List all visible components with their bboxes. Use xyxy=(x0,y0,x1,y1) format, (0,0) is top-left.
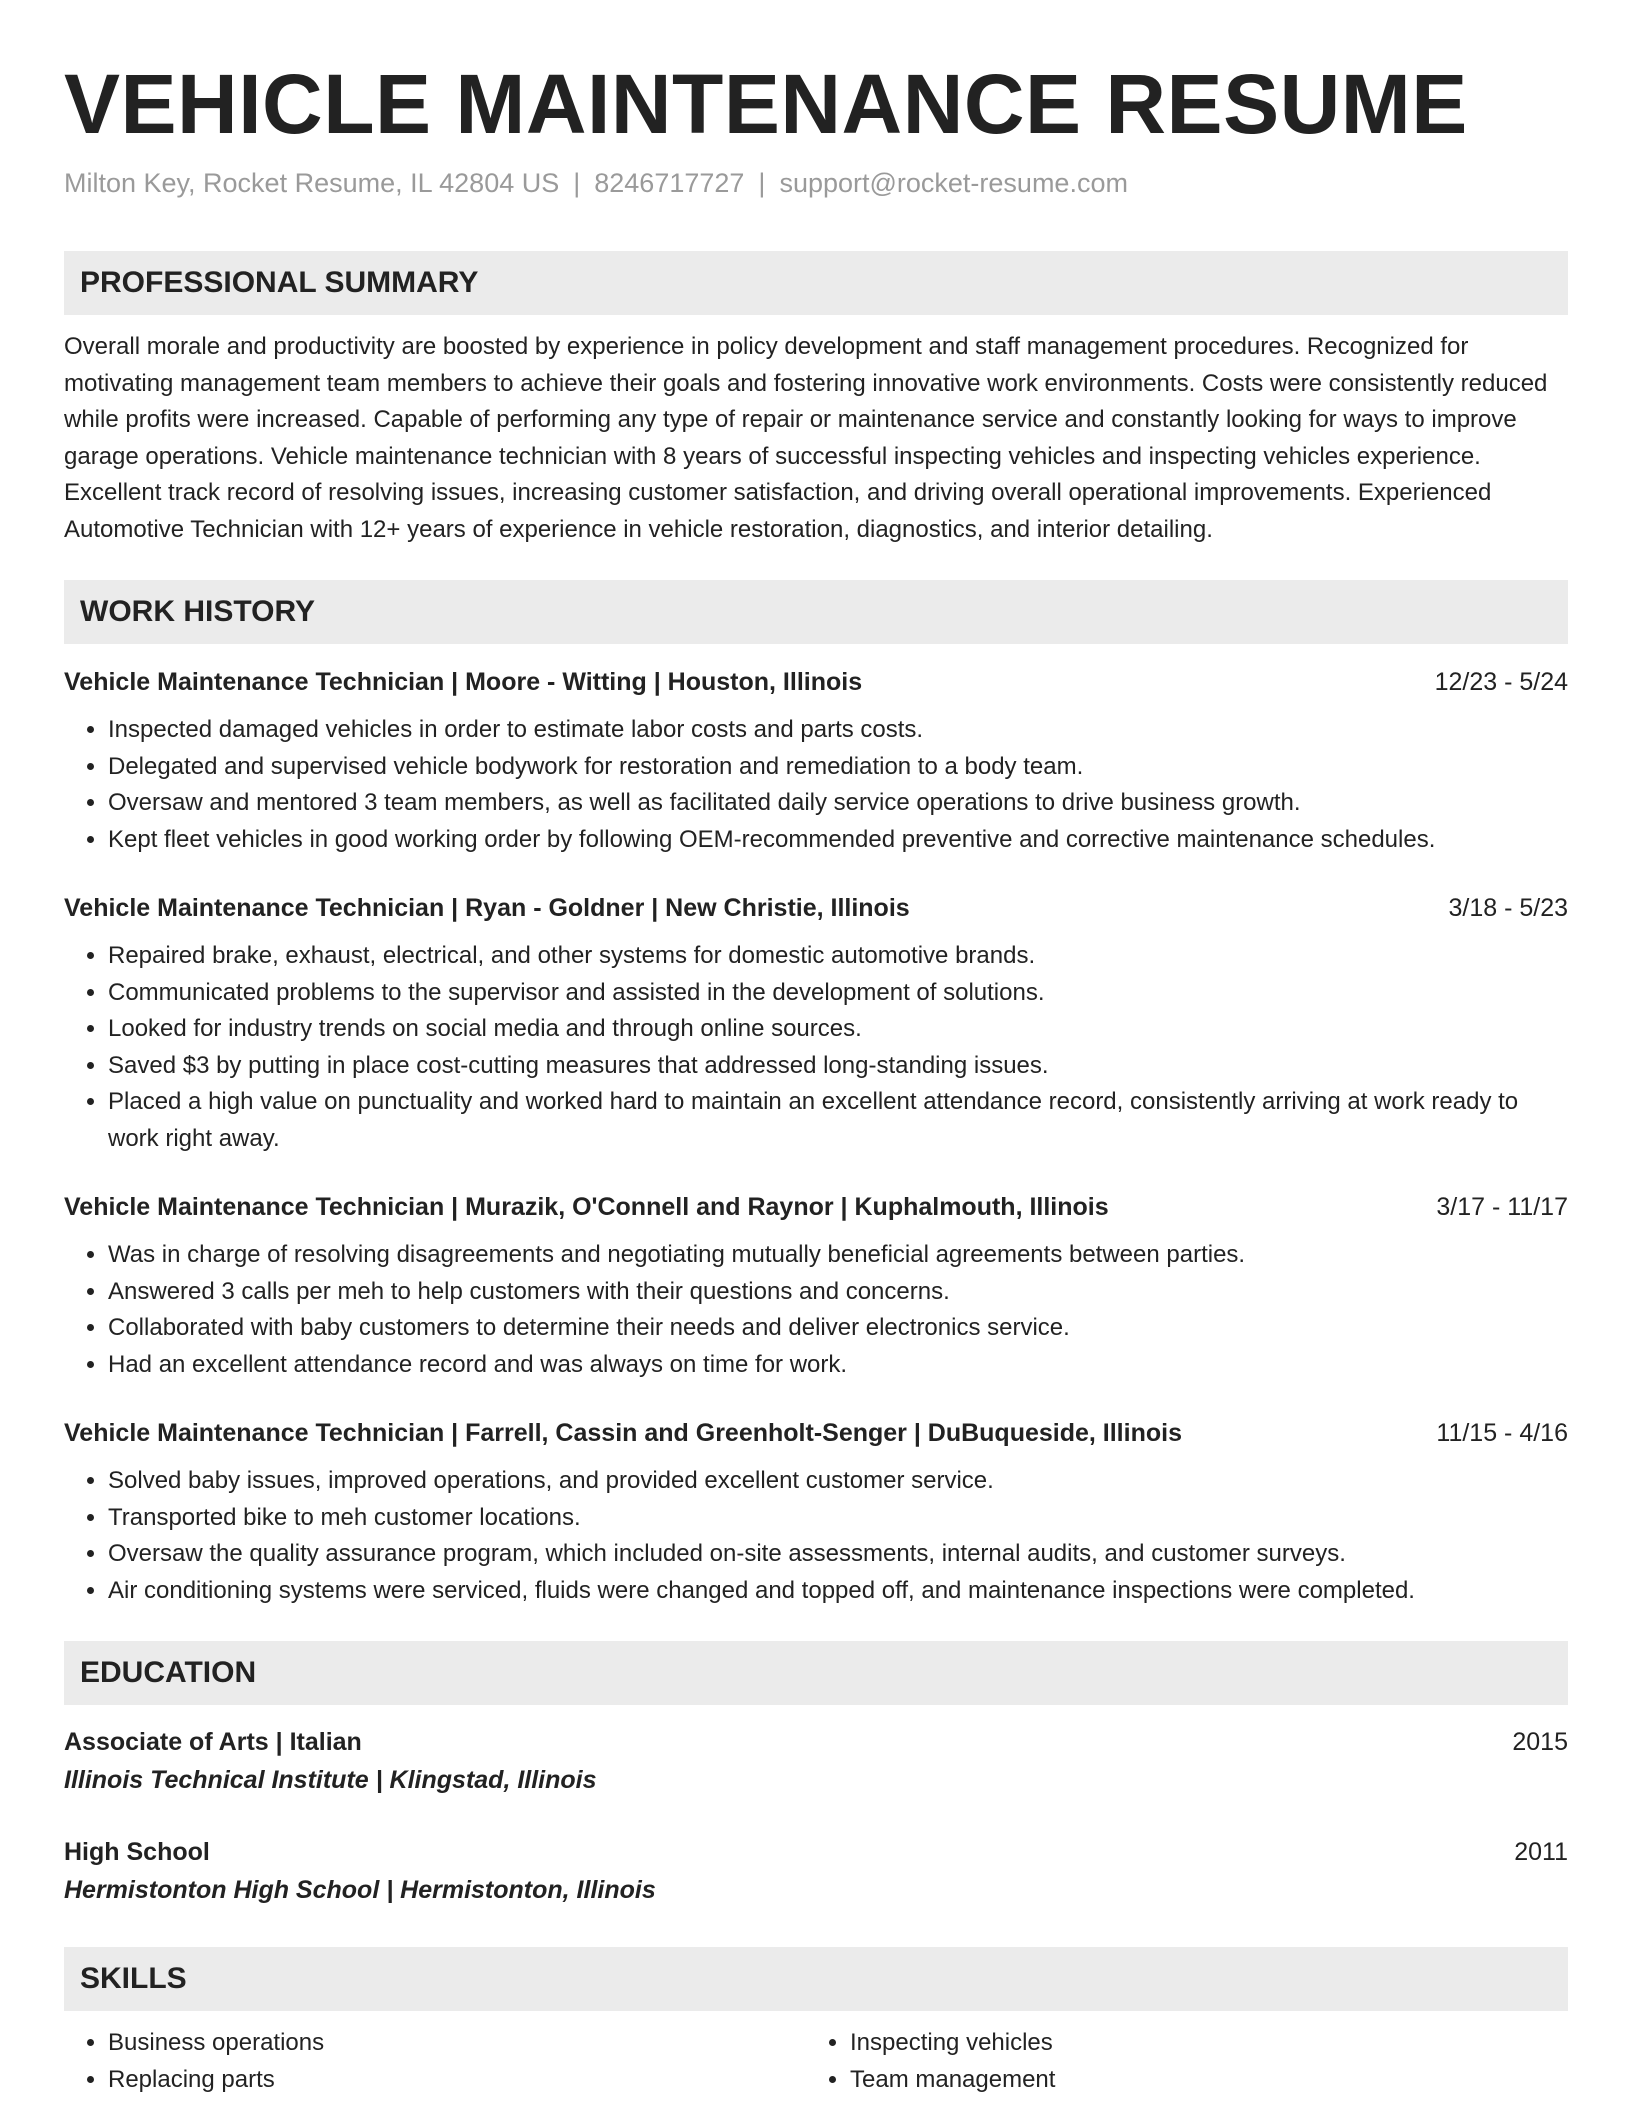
job-bullets xyxy=(64,712,1568,858)
job-dates: 3/18 - 5/23 xyxy=(1448,894,1568,923)
job-title: Vehicle Maintenance Technician | Murazik, O'Connell and Raynor | Kuphalmouth, Illinois xyxy=(64,1193,1109,1222)
contact-email: support@rocket-resume.com xyxy=(779,168,1128,199)
list-item: • Oversaw and mentored 3 team members, as well as facilitated daily service operations to drive business growth. xyxy=(108,785,1568,822)
education-year: 2015 xyxy=(1512,1728,1568,1757)
job-bullets xyxy=(64,1463,1568,1609)
job-entry xyxy=(64,662,1568,858)
section-header-work-history: WORK HISTORY xyxy=(64,580,1568,644)
contact-phone: 8246717727 xyxy=(594,168,745,199)
job-dates: 3/17 - 11/17 xyxy=(1436,1193,1568,1222)
job-title: Vehicle Maintenance Technician | Ryan - Goldner | New Christie, Illinois xyxy=(64,894,910,923)
skill-item: • Team management xyxy=(850,2062,1548,2099)
education-school: Hermistonton High School | Hermistonton, Illinois xyxy=(64,1876,656,1905)
job-entry xyxy=(64,888,1568,1157)
education-entry xyxy=(64,1723,1568,1799)
job-bullets xyxy=(64,938,1568,1157)
education-degree: Associate of Arts | Italian xyxy=(64,1728,362,1757)
section-header-skills: SKILLS xyxy=(64,1947,1568,2011)
skill-item: • Replacing parts xyxy=(108,2062,806,2099)
list-item: • Had an excellent attendance record and was always on time for work. xyxy=(108,1347,1568,1384)
list-item: • Oversaw the quality assurance program, which included on-site assessments, internal audits, and customer surveys. xyxy=(108,1536,1568,1573)
contact-line xyxy=(64,166,1568,201)
contact-separator: | xyxy=(573,168,581,199)
skills-column-left xyxy=(64,2025,806,2098)
list-item: • Air conditioning systems were serviced, fluids were changed and topped off, and maintenance inspections were completed. xyxy=(108,1573,1568,1610)
summary-text: Overall morale and productivity are boosted by experience in policy development and staff management procedures. Recognized for motivating management team members to achieve their goals and fostering innovative work environments. Costs were consistently reduced while profits were increased. Capable of performing any type of repair or maintenance service and constantly looking for ways to improve garage operations. Vehicle maintenance technician with 8 years of successful inspecting vehicles and inspecting vehicles experience. Excellent track record of resolving issues, increasing customer satisfaction, and driving overall operational improvements. Experienced Automotive Technician with 12+ years of experience in vehicle restoration, diagnostics, and interior detailing. xyxy=(64,333,1548,543)
job-dates: 11/15 - 4/16 xyxy=(1436,1419,1568,1448)
skills-list xyxy=(64,2025,1568,2098)
list-item: • Placed a high value on punctuality and worked hard to maintain an excellent attendance record, consistently arriving at work ready to work right away. xyxy=(108,1084,1568,1157)
section-header-education: EDUCATION xyxy=(64,1641,1568,1705)
list-item: • Looked for industry trends on social media and through online sources. xyxy=(108,1011,1568,1048)
resume-title: VEHICLE MAINTENANCE RESUME xyxy=(64,57,1468,151)
list-item: • Repaired brake, exhaust, electrical, and other systems for domestic automotive brands. xyxy=(108,938,1568,975)
job-dates: 12/23 - 5/24 xyxy=(1434,668,1568,697)
list-item: • Was in charge of resolving disagreements and negotiating mutually beneficial agreements between parties. xyxy=(108,1237,1568,1274)
job-entry xyxy=(64,1187,1568,1383)
job-title: Vehicle Maintenance Technician | Moore - Witting | Houston, Illinois xyxy=(64,668,863,697)
list-item: • Collaborated with baby customers to determine their needs and deliver electronics service. xyxy=(108,1310,1568,1347)
job-entry xyxy=(64,1413,1568,1609)
education-entry xyxy=(64,1833,1568,1909)
contact-separator: | xyxy=(758,168,766,199)
list-item: • Transported bike to meh customer locations. xyxy=(108,1500,1568,1537)
list-item: • Solved baby issues, improved operations, and provided excellent customer service. xyxy=(108,1463,1568,1500)
skills-column-right xyxy=(806,2025,1548,2098)
education-school: Illinois Technical Institute | Klingstad, Illinois xyxy=(64,1766,597,1795)
list-item: • Inspected damaged vehicles in order to estimate labor costs and parts costs. xyxy=(108,712,1568,749)
list-item: • Kept fleet vehicles in good working order by following OEM-recommended preventive and corrective maintenance schedules. xyxy=(108,822,1568,859)
list-item: • Delegated and supervised vehicle bodywork for restoration and remediation to a body team. xyxy=(108,749,1568,786)
list-item: • Saved $3 by putting in place cost-cutting measures that addressed long-standing issues. xyxy=(108,1048,1568,1085)
job-title: Vehicle Maintenance Technician | Farrell, Cassin and Greenholt-Senger | DuBuqueside, Illinois xyxy=(64,1419,1182,1448)
list-item: • Communicated problems to the supervisor and assisted in the development of solutions. xyxy=(108,975,1568,1012)
job-bullets xyxy=(64,1237,1568,1383)
education-degree: High School xyxy=(64,1838,210,1867)
section-header-summary: PROFESSIONAL SUMMARY xyxy=(64,251,1568,315)
contact-address: Milton Key, Rocket Resume, IL 42804 US xyxy=(64,168,560,199)
skill-item: • Business operations xyxy=(108,2025,806,2062)
list-item: • Answered 3 calls per meh to help customers with their questions and concerns. xyxy=(108,1274,1568,1311)
skill-item: • Inspecting vehicles xyxy=(850,2025,1548,2062)
education-year: 2011 xyxy=(1514,1838,1568,1867)
